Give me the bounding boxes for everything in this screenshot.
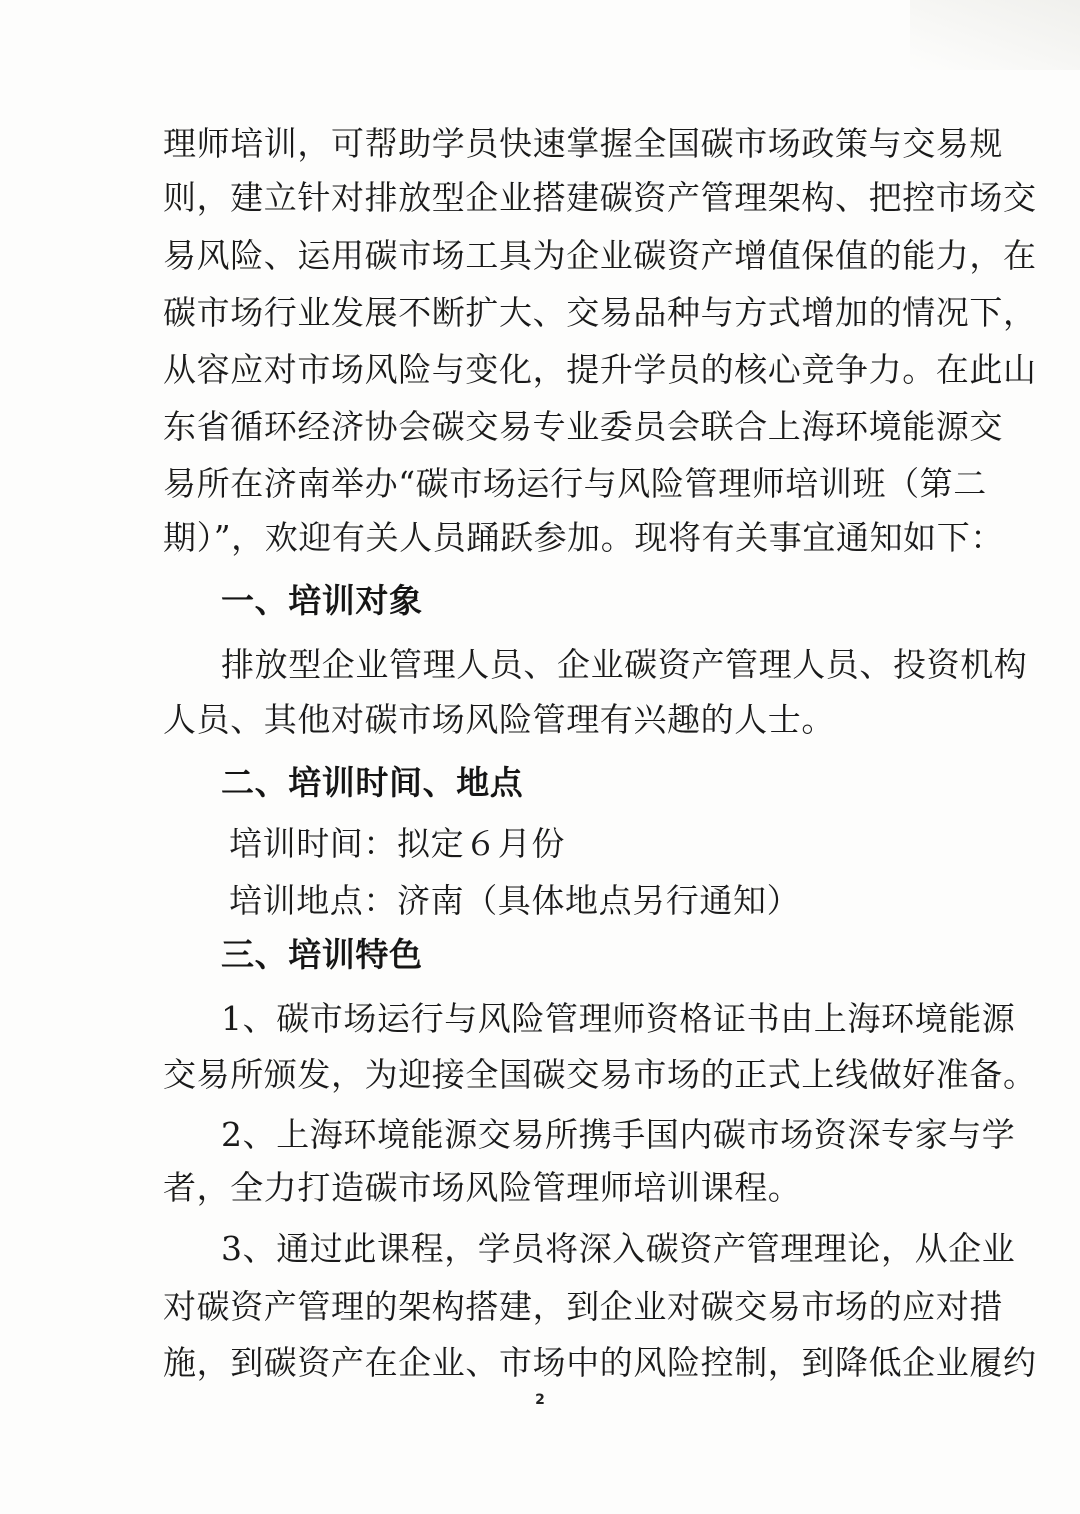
body-line-1: 理师培训，可帮助学员快速掌握全国碳市场政策与交易规 [163, 124, 1003, 163]
scan-artifact [910, 0, 1080, 70]
section1-line-2: 人员、其他对碳市场风险管理有兴趣的人士。 [163, 700, 835, 739]
page-number: 2 [535, 1392, 545, 1408]
training-time: 培训时间：拟定６月份 [229, 824, 565, 863]
training-place: 培训地点：济南（具体地点另行通知） [229, 881, 801, 920]
feature-3-line-2: 对碳资产管理的架构搭建，到企业对碳交易市场的应对措 [163, 1287, 1003, 1326]
feature-3-line-3: 施，到碳资产在企业、市场中的风险控制，到降低企业履约 [163, 1343, 1037, 1382]
feature-2-line-2: 者，全力打造碳市场风险管理师培训课程。 [163, 1168, 802, 1207]
body-line-8: 期）”，欢迎有关人员踊跃参加。现将有关事宜通知如下： [163, 518, 1004, 557]
body-line-5: 从容应对市场风险与变化，提升学员的核心竞争力。在此山 [163, 350, 1037, 389]
body-line-4: 碳市场行业发展不断扩大、交易品种与方式增加的情况下， [163, 293, 1037, 332]
feature-1-line-1: 1、碳市场运行与风险管理师资格证书由上海环境能源 [221, 999, 1016, 1038]
section-heading-time-place: 二、培训时间、地点 [221, 763, 524, 802]
feature-1-line-2: 交易所颁发，为迎接全国碳交易市场的正式上线做好准备。 [163, 1055, 1037, 1094]
body-line-6: 东省循环经济协会碳交易专业委员会联合上海环境能源交 [163, 407, 1003, 446]
feature-2-line-1: 2、上海环境能源交易所携手国内碳市场资深专家与学 [221, 1115, 1016, 1154]
body-line-3: 易风险、运用碳市场工具为企业碳资产增值保值的能力，在 [163, 236, 1037, 275]
section-heading-features: 三、培训特色 [221, 935, 423, 974]
body-line-7: 易所在济南举办“碳市场运行与风险管理师培训班（第二 [163, 464, 987, 503]
section-heading-training-target: 一、培训对象 [221, 581, 423, 620]
feature-3-line-1: 3、通过此课程，学员将深入碳资产管理理论，从企业 [221, 1229, 1016, 1268]
section1-line-1: 排放型企业管理人员、企业碳资产管理人员、投资机构 [221, 645, 1028, 684]
body-line-2: 则，建立针对排放型企业搭建碳资产管理架构、把控市场交 [163, 178, 1037, 217]
